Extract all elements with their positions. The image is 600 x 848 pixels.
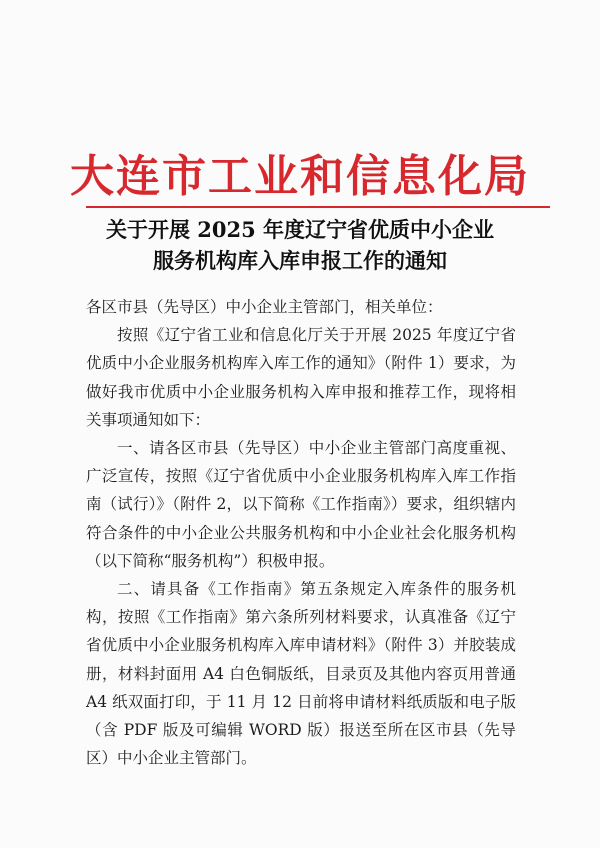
body-paragraph-item-1: 一、请各区市县（先导区）中小企业主管部门高度重视、广泛宣传，按照《辽宁省优质中小企业服务机构库入库工作指南（试行）》（附件 2，以下简称《工作指南》）要求，组织辖内符合条件的中小企业公共服务机构和中小企业社会化服务机构（以下简称“服务机构”）积极申报。 [86, 439, 516, 570]
notice-title-line-1: 关于开展 2025 年度辽宁省优质中小企业 [105, 217, 495, 242]
salutation: 各区市县（先导区）中小企业主管部门，相关单位： [86, 298, 443, 316]
letterhead-org-name: 大连市工业和信息化局 [70, 151, 530, 202]
body-paragraph-item-2: 二、请具备《工作指南》第五条规定入库条件的服务机构，按照《工作指南》第六条所列材料要求，认真准备《辽宁省优质中小企业服务机构库入库申请材料》（附件 3）并胶装成册，材料封面用 A4 白色铜版纸，目录页及其他内容页用普通 A4 纸双面打印，于 11 月 12 日前将申请材料纸质版和电子版（含 PDF 版及可编辑 WORD 版）报送至所在区市县（先导区）中小企业主管部门。 [86, 580, 516, 768]
body-paragraph-intro: 按照《辽宁省工业和信息化厅关于开展 2025 年度辽宁省优质中小企业服务机构库入库工作的通知》（附件 1）要求，为做好我市优质中小企业服务机构入库申报和推荐工作，现将相关事项通知如下： [86, 326, 516, 429]
notice-title [0, 214, 600, 276]
letterhead-red-rule [86, 206, 550, 208]
notice-body [86, 293, 516, 772]
notice-title-line-2: 服务机构库入库申报工作的通知 [153, 248, 447, 273]
